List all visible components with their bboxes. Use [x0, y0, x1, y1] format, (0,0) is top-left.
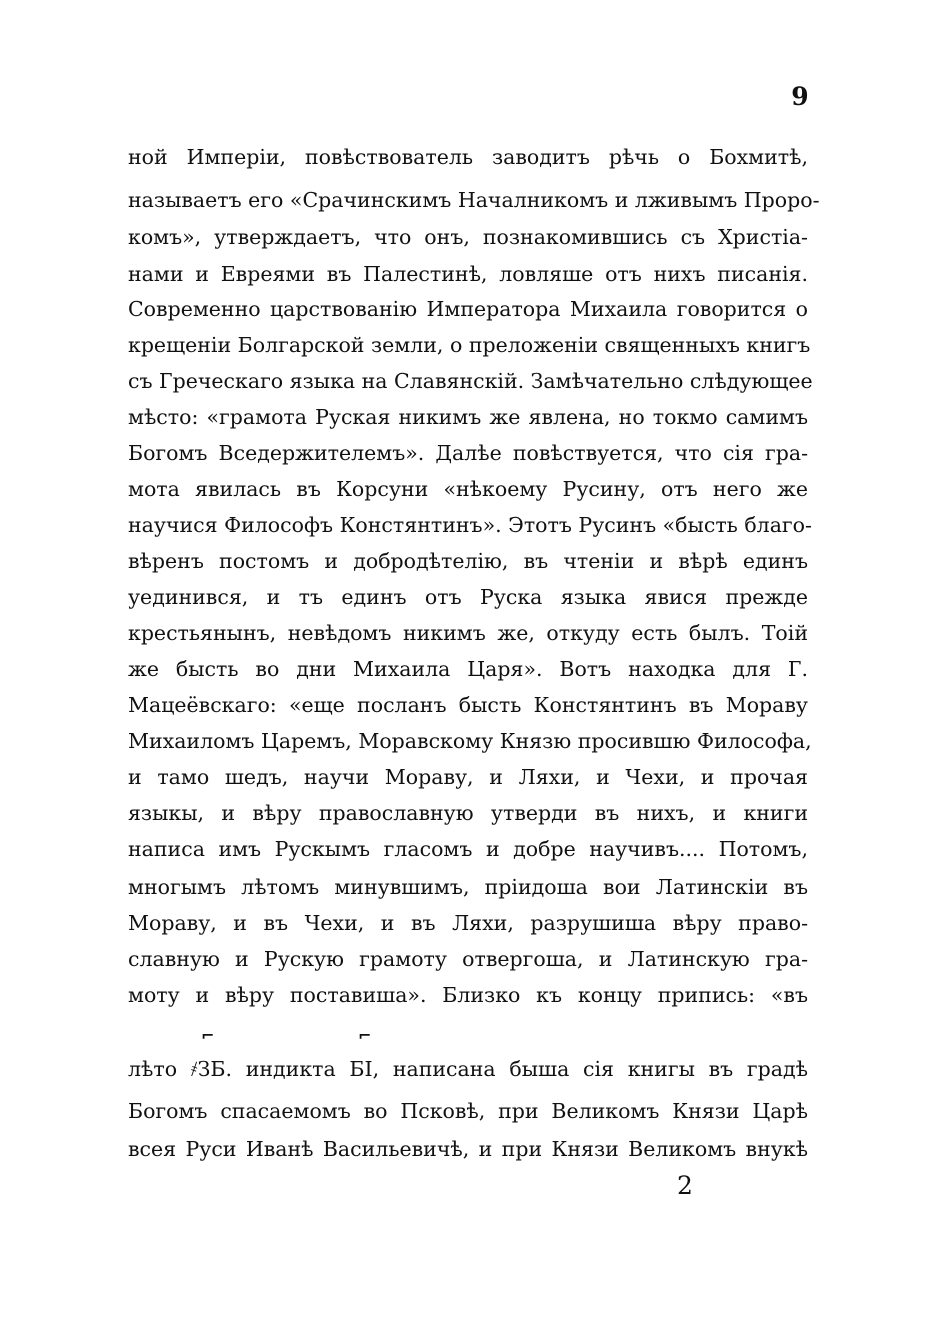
- signature-mark: 2: [677, 1171, 693, 1200]
- text-line: крестьянынъ, невѣдомъ никимъ же, откуду есть былъ. Тоій: [128, 621, 808, 645]
- text-line: лѣто ҂ЗБ. индикта БІ, написана быша сія книгы въ градѣ: [128, 1057, 808, 1081]
- page-number: 9: [791, 82, 809, 111]
- text-line: нами и Евреями въ Палестинѣ, ловляше отъ нихъ писанія.: [128, 262, 808, 286]
- text-line: ной Имперіи, повѣствователь заводитъ рѣчь о Бохмитѣ,: [128, 145, 808, 169]
- text-line: мѣсто: «грамота Руская никимъ же явлена, но токмо самимъ: [128, 405, 808, 429]
- text-line: Богомъ спасаемомъ во Псковѣ, при Великомъ Князи Царѣ: [128, 1099, 808, 1123]
- text-line: Богомъ Вседержителемъ». Далѣе повѣствуется, что сія гра-: [128, 441, 808, 465]
- text-line: мота явилась въ Корсуни «нѣкоему Русину, отъ него же: [128, 477, 808, 501]
- text-line: крещеніи Болгарской земли, о преложеніи священныхъ книгъ: [128, 333, 811, 357]
- text-line: моту и вѣру поставиша». Близко къ концу припись: «въ: [128, 983, 808, 1007]
- text-line: написа имъ Рускымъ гласомъ и добре научивъ.... Потомъ,: [128, 837, 808, 861]
- text-line: научися Философъ Констянтинъ». Этотъ Русинъ «бысть благо-: [128, 513, 812, 537]
- text-line: комъ», утверждаетъ, что онъ, познакомившись съ Христіа-: [128, 225, 808, 249]
- text-line: и тамо шедъ, научи Мораву, и Ляхи, и Чехи, и прочая: [128, 765, 808, 789]
- text-line: Современно царствованію Императора Михаила говорится о: [128, 297, 808, 321]
- text-line: уединився, и тъ единъ отъ Руска языка явися прежде: [128, 585, 808, 609]
- titlo-mark: ⌐: [358, 1026, 372, 1045]
- text-line: всея Руси Иванѣ Васильевичѣ, и при Князи Великомъ внукѣ: [128, 1137, 808, 1161]
- text-line: языкы, и вѣру православную утверди въ нихъ, и книги: [128, 801, 808, 825]
- text-line: славную и Рускую грамоту отвергоша, и Латинскую гра-: [128, 947, 808, 971]
- text-line: же бысть во дни Михаила Царя». Вотъ находка для Г.: [128, 657, 808, 681]
- text-line: съ Греческаго языка на Славянскій. Замѣчательно слѣдующее: [128, 369, 813, 393]
- text-line: Мораву, и въ Чехи, и въ Ляхи, разрушиша вѣру право-: [128, 911, 808, 935]
- text-line: Мацеёвскаго: «еще посланъ бысть Констянтинъ въ Мораву: [128, 693, 808, 717]
- text-line: называетъ его «Срачинскимъ Началникомъ и лживымъ Проро-: [128, 188, 820, 212]
- text-line: вѣренъ постомъ и добродѣтелію, въ чтеніи и вѣрѣ единъ: [128, 549, 808, 573]
- text-line: многымъ лѣтомъ минувшимъ, пріидоша вои Латинскіи въ: [128, 875, 808, 899]
- titlo-marks: [128, 1028, 808, 1048]
- titlo-mark: ⌐: [201, 1026, 215, 1045]
- text-line: Михаиломъ Царемъ, Моравскому Князю просившю Философа,: [128, 729, 812, 753]
